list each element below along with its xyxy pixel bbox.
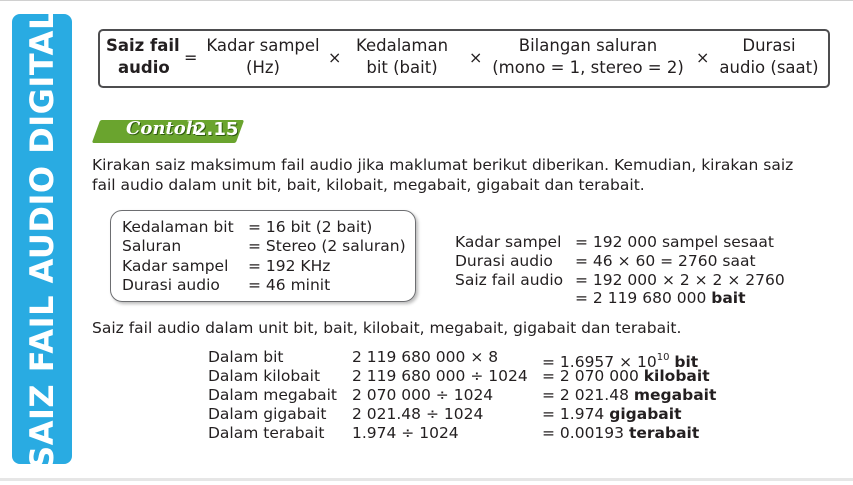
conversion-expression: 1.974 ÷ 1024 — [352, 424, 459, 442]
working-label: Durasi audio — [455, 252, 553, 270]
conversion-result-unit: terabait — [628, 424, 700, 442]
formula-factor-bit-depth — [348, 35, 456, 79]
given-label: Kedalaman bit — [122, 218, 234, 236]
formula-result-line2: audio — [118, 58, 170, 77]
conversion-result-unit: megabait — [633, 386, 717, 404]
given-value: = Stereo (2 saluran) — [248, 237, 406, 255]
conversion-result-value: = 2 070 000 — [542, 367, 639, 385]
working-value-unit: bait — [711, 289, 746, 307]
conversion-result — [542, 424, 699, 443]
units-intro: Saiz fail audio dalam unit bit, bait, kilobait, megabait, gigabait dan terabait. — [92, 319, 682, 337]
working-label: Kadar sampel — [455, 233, 562, 251]
conversion-result-value: = 1.6957 × 10 — [542, 353, 657, 371]
formula-times: × — [469, 48, 483, 67]
question-line-1: Kirakan saiz maksimum fail audio jika maklumat berikut diberikan. Kemudian, kirakan saiz — [92, 156, 794, 174]
conversion-result-unit: bit — [674, 353, 699, 371]
conversion-expression: 2 021.48 ÷ 1024 — [352, 405, 484, 423]
conversion-result-value: = 2 021.48 — [542, 386, 629, 404]
working-value: = 192 000 × 2 × 2 × 2760 — [575, 271, 785, 289]
formula-times: × — [696, 48, 710, 67]
bottom-divider — [0, 478, 853, 481]
conversion-result — [542, 367, 710, 386]
factor-label: Kadar sampel — [206, 36, 320, 55]
conversion-result-value: = 0.00193 — [542, 424, 625, 442]
factor-unit: (mono = 1, stereo = 2) — [492, 58, 684, 77]
formula-factor-duration — [714, 35, 824, 79]
conversion-result-exponent: 10 — [656, 352, 670, 363]
conversion-label: Dalam kilobait — [208, 367, 321, 385]
conversion-label: Dalam bit — [208, 348, 284, 366]
factor-unit: (Hz) — [246, 58, 280, 77]
conversion-expression: 2 070 000 ÷ 1024 — [352, 386, 494, 404]
given-label: Saluran — [122, 237, 182, 255]
given-value: = 16 bit (2 bait) — [248, 218, 373, 236]
formula-result — [106, 35, 180, 79]
given-value: = 46 minit — [248, 276, 331, 294]
factor-label: Kedalaman — [355, 36, 449, 55]
formula-result-line1: Saiz fail — [106, 36, 180, 55]
given-value: = 192 KHz — [248, 257, 331, 275]
question-line-2: fail audio dalam unit bit, bait, kilobait, megabait, gigabait dan terabait. — [92, 176, 645, 194]
working-value: = 192 000 sampel sesaat — [575, 233, 774, 251]
given-label: Durasi audio — [122, 276, 220, 294]
sidebar-title: SAIZ FAIL AUDIO DIGITAL — [23, 9, 61, 469]
formula-factor-channels — [490, 35, 686, 79]
working-value — [575, 289, 746, 308]
conversion-label: Dalam gigabait — [208, 405, 327, 423]
conversion-expression: 2 119 680 000 × 8 — [352, 348, 499, 366]
factor-unit: bit (bait) — [366, 58, 438, 77]
top-divider — [0, 0, 853, 1]
conversion-label: Dalam megabait — [208, 386, 337, 404]
working-label: Saiz fail audio — [455, 271, 564, 289]
example-badge — [96, 115, 240, 145]
example-label: Contoh — [126, 118, 199, 139]
conversion-result-value: = 1.974 — [542, 405, 605, 423]
conversion-result — [542, 405, 681, 424]
formula-equals: = — [184, 48, 198, 67]
given-label: Kadar sampel — [122, 257, 229, 275]
conversion-result-unit: kilobait — [643, 367, 710, 385]
working-value-number: = 2 119 680 000 — [575, 289, 712, 307]
formula-times: × — [328, 48, 342, 67]
sidebar-banner — [12, 9, 72, 469]
conversion-result — [542, 386, 716, 405]
factor-unit: audio (saat) — [719, 58, 819, 77]
example-number: 2.15 — [194, 119, 239, 140]
formula-box — [98, 29, 830, 88]
conversion-label: Dalam terabait — [208, 424, 325, 442]
factor-label: Durasi — [742, 36, 796, 55]
factor-label: Bilangan saluran — [518, 36, 658, 55]
conversion-expression: 2 119 680 000 ÷ 1024 — [352, 367, 528, 385]
conversion-result-unit: gigabait — [609, 405, 682, 423]
formula-factor-sample-rate — [204, 35, 322, 79]
working-value: = 46 × 60 = 2760 saat — [575, 252, 756, 270]
